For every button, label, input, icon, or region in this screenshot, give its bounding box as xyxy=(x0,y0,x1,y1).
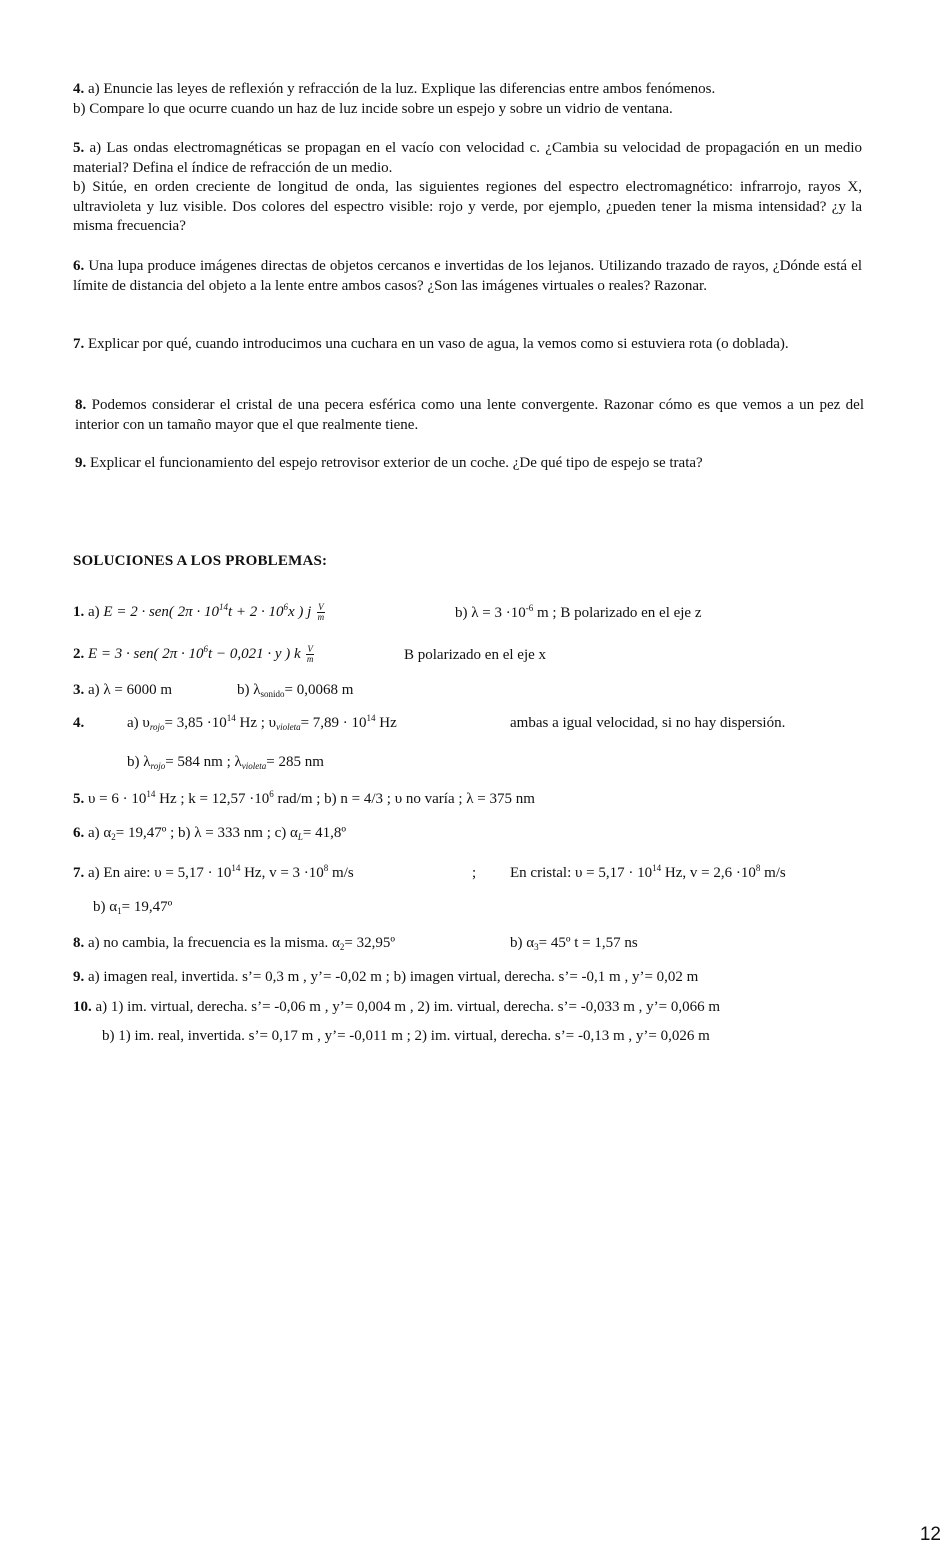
solution-number: 7. xyxy=(73,865,85,881)
solution-10a: 10. a) 1) im. virtual, derecha. s’= -0,06 m , y’= 0,004 m , 2) im. virtual, derecha. s’= -0,033 m , y’= 0,066 m xyxy=(73,999,721,1015)
question-number: 9. xyxy=(75,455,87,471)
question-4-text: a) Enuncie las leyes de reflexión y refracción de la luz. Explique las diferencias entre ambos fenómenos. xyxy=(88,81,716,97)
question-4 xyxy=(73,80,862,119)
page-number: 12 xyxy=(919,1524,941,1545)
unit-fraction: $\frac{V}{m}$ xyxy=(306,644,314,665)
equation-e-field: E = 2 · sen( $2\pi \cdot 10^{14}t + 2 \cdot 10^6x$ ) j xyxy=(103,602,312,620)
solution-5: 5. $\upsilon = 6 \cdot 10^{14}$ Hz ; $k = 12,57 \cdot 10^6$ rad/m ; b) n = 4/3 ; υ no varía ; λ = 375 nm xyxy=(73,789,535,807)
solution-4a: a) $\upsilon_{rojo}= 3,85 \cdot 10^{14}$ Hz ; $\upsilon_{violeta}= 7,89 \cdot 10^{14}$ Hz xyxy=(127,713,397,732)
question-5-text: a) Las ondas electromagnéticas se propagan en el vacío con velocidad c. ¿Cambia su velocidad de propagación en un medio material? Defina el índice de refracción de un medio. xyxy=(73,140,862,176)
solution-4a-note: ambas a igual velocidad, si no hay dispersión. xyxy=(510,715,786,731)
question-7-text: Explicar por qué, cuando introducimos una cuchara en un vaso de agua, la vemos como si estuviera rota (o doblada). xyxy=(88,336,789,352)
solution-number: 4. xyxy=(73,715,85,731)
solution-number: 2. xyxy=(73,646,85,662)
solution-2-b-field: B polarizado en el eje x xyxy=(404,647,547,663)
solution-8: 8. a) no cambia, la frecuencia es la misma. $\alpha_2=$ 32,95º xyxy=(73,935,396,952)
solution-7-separator: ; xyxy=(472,865,477,881)
solutions-heading: SOLUCIONES A LOS PROBLEMAS: xyxy=(73,553,328,569)
question-5-text-b: b) Sitúe, en orden creciente de longitud de onda, las siguientes regiones del espectro electromagnético: infrarrojo, rayos X, ultravioleta y luz visible. Dos colores del espectro visible: rojo y verde, por ejemplo, ¿pueden tener la misma intensidad? ¿y la misma frecuencia? xyxy=(73,179,862,234)
solution-number: 9. xyxy=(73,969,85,985)
solution-number: 5. xyxy=(73,791,85,807)
question-number: 5. xyxy=(73,140,85,156)
solution-number: 10. xyxy=(73,999,92,1015)
solution-number: 6. xyxy=(73,825,85,841)
question-9-text: Explicar el funcionamiento del espejo retrovisor exterior de un coche. ¿De qué tipo de espejo se trata? xyxy=(90,455,703,471)
part-label: a) xyxy=(88,604,100,620)
question-8 xyxy=(75,396,864,435)
question-number: 6. xyxy=(73,258,85,274)
solution-9: 9. a) imagen real, invertida. s’= 0,3 m , y’= -0,02 m ; b) imagen virtual, derecha. s’= -0,1 m , y’= 0,02 m xyxy=(73,969,699,985)
solution-10b: b) 1) im. real, invertida. s’= 0,17 m , y’= -0,011 m ; 2) im. virtual, derecha. s’= -0,13 m , y’= 0,026 m xyxy=(102,1028,710,1044)
solution-6: 6. a) $\alpha_2=$ 19,47º ; b) λ = 333 nm ; c) $\alpha_L=$ 41,8º xyxy=(73,825,347,842)
unit-fraction: $\frac{V}{m}$ xyxy=(317,602,325,623)
equation-e-field: E = 3 · sen( $2\pi \cdot 10^6t - 0,021 \cdot y$ ) k xyxy=(88,644,301,662)
solution-7-cristal: En cristal: $\upsilon = 5,17 \cdot 10^{14}$ Hz, $v = 2,6 \cdot 10^8$ m/s xyxy=(510,863,786,881)
question-7 xyxy=(73,335,862,355)
question-number: 4. xyxy=(73,81,85,97)
solution-7: 7. a) En aire: $\upsilon = 5,17 \cdot 10^{14}$ Hz, $v = 3 \cdot 10^8$ m/s xyxy=(73,863,354,881)
solution-8b: b) $\alpha_3=$ 45º t = 1,57 ns xyxy=(510,935,638,952)
question-5 xyxy=(73,139,862,237)
question-6-text: Una lupa produce imágenes directas de objetos cercanos e invertidas de los lejanos. Utilizando trazado de rayos, ¿Dónde está el límite de distancia del objeto a la lente entre ambos casos? ¿Son las imágenes virtuales o reales? Razonar. xyxy=(73,258,863,294)
question-number: 7. xyxy=(73,336,85,352)
solution-number: 1. xyxy=(73,604,85,620)
question-8-text: Podemos considerar el cristal de una pecera esférica como una lente convergente. Razonar cómo es que vemos a un pez del interior con un tamaño mayor que el que realmente tiene. xyxy=(75,397,865,433)
question-4-text-b: b) Compare lo que ocurre cuando un haz de luz incide sobre un espejo y sobre un vidrio de ventana. xyxy=(73,100,673,117)
solution-4b: b) $\lambda_{rojo}= 584$ nm ; $\lambda_{violeta}= 285$ nm xyxy=(127,754,324,771)
solution-3b: b) $\lambda_{sonido}= 0,0068$ m xyxy=(237,682,354,699)
solution-7b: b) $\alpha_1=$ 19,47º xyxy=(93,899,173,916)
solution-1a xyxy=(73,602,325,622)
solution-4 xyxy=(73,713,84,733)
solution-number: 8. xyxy=(73,935,85,951)
solution-1b: b) $\lambda = 3 \cdot 10^{-6}$ m ; B polarizado en el eje z xyxy=(455,603,702,621)
question-9 xyxy=(75,454,864,474)
question-6 xyxy=(73,257,862,296)
solution-2 xyxy=(73,644,314,664)
solution-3: 3. a) λ = 6000 m xyxy=(73,682,173,698)
question-number: 8. xyxy=(75,397,87,413)
solution-number: 3. xyxy=(73,682,85,698)
